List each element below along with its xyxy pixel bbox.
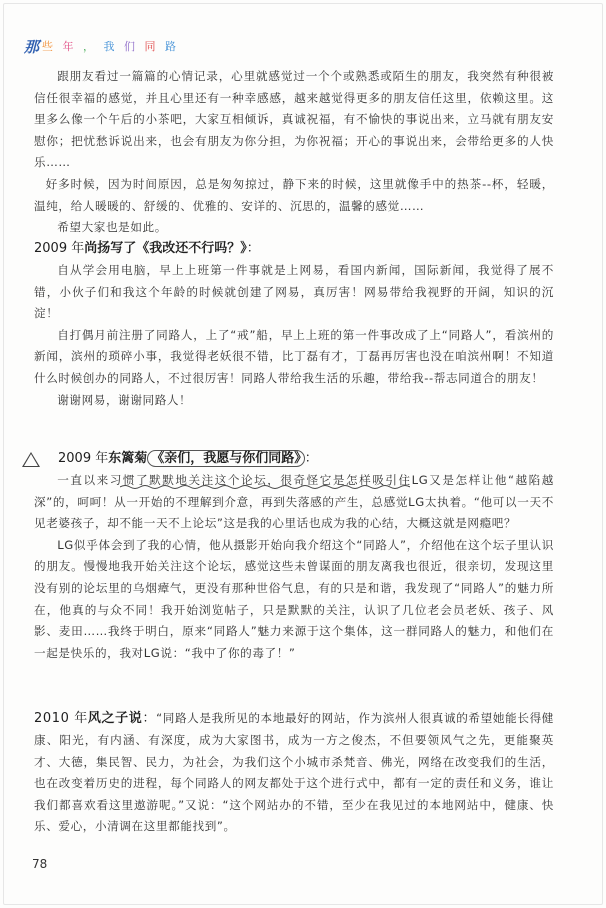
section-2009-dongliju bbox=[34, 448, 554, 664]
section-paragraph bbox=[34, 708, 554, 838]
section-year: 2010 年 bbox=[34, 711, 88, 726]
section-paragraph: 自从学会用电脑，早上上班第一件事就是上网易，看国内新闻，国际新闻，我觉得了展不错，小伙子们和我这个年龄的时候就创建了网易，真厉害！网易带给我视野的开阔，知识的沉淀！ bbox=[34, 263, 554, 321]
header-title bbox=[42, 38, 179, 54]
intro-paragraph: 希望大家也是如此。 bbox=[57, 220, 167, 235]
header-title-char: 们 bbox=[124, 40, 139, 53]
section-title: 《我改还不行吗？》 bbox=[136, 241, 247, 256]
intro-block bbox=[34, 66, 554, 239]
section-paragraph: 谢谢网易，谢谢同路人！ bbox=[57, 392, 192, 407]
header-title-char: 些 bbox=[42, 40, 57, 53]
section-author: 东篱菊 bbox=[108, 451, 148, 466]
section-2010-fengzhizi bbox=[34, 708, 554, 838]
section-2009-shangyang bbox=[34, 238, 554, 411]
section-paragraph: 自打偶月前注册了同路人，上了“戒”船，早上上班的第一件事改成了上“同路人”，看滨州的新闻，滨州的琐碎小事，我觉得老妖很不错，比丁磊有才，丁磊再厉害也没在咱滨州啊！不知道什么时候创办的同路人，不过很厉害！同路人带给我生活的乐趣，带给我--帮志同道合的朋友！ bbox=[34, 327, 554, 385]
section-heading bbox=[34, 238, 554, 260]
section-colon: ： bbox=[142, 711, 157, 726]
section-paragraph: LG似乎体会到了我的心情，他从摄影开始向我介绍这个“同路人”，介绍他在这个坛子里认识的朋友。慢慢地我开始关注这个论坛，感觉这些未曾谋面的朋友离我也很近，很亲切，发现这里没有别的论坛里的乌烟瘴气，更没有那种世俗气息，有的只是和谐，我发现了“同路人”的魅力所在，他真的与众不同！我开始浏览帖子，只是默默的关注，认识了几位老会员老妖、孩子、风影、麦田……我终于明白，原来“同路人”魅力来源于这个集体，这一群同路人的魅力，和他们在一起是快乐的，我对LG说：“我中了你的毒了！” bbox=[34, 537, 554, 660]
header-title-char: ， bbox=[83, 40, 98, 53]
section-colon: ： bbox=[246, 241, 260, 256]
page-header bbox=[24, 36, 179, 56]
header-logo: 那 bbox=[24, 37, 39, 56]
section-year: 2009 年 bbox=[34, 241, 85, 256]
section-year: 2009 年 bbox=[58, 451, 109, 466]
intro-paragraph: 好多时候，因为时间原因，总是匆匆掠过，静下来的时候，这里就像手中的热茶--杯，轻暖，温纯，给人暖暖的、舒缓的、优雅的、安详的、沉思的，温馨的感觉…… bbox=[34, 176, 554, 213]
section-heading bbox=[34, 711, 156, 726]
page-number: 78 bbox=[32, 857, 48, 871]
header-title-char: 同 bbox=[144, 40, 159, 53]
section-heading bbox=[58, 448, 554, 470]
header-title-char: 我 bbox=[103, 40, 118, 53]
section-title: 《亲们，我愿与你们同路》 bbox=[147, 450, 305, 467]
section-author: 风之子说 bbox=[87, 711, 143, 726]
header-title-char: 路 bbox=[165, 40, 180, 53]
section-author: 尚扬写了 bbox=[84, 241, 137, 256]
section-colon: ： bbox=[304, 451, 318, 466]
section-paragraph-text: “同路人是我所见的本地最好的网站，作为滨州人很真诚的希望她能长得健康、阳光，有内涵、有深度，成为大家图书，成为一方之俊杰，不但要领风气之先，更能聚英才、大德，集民智、民力，为社会，为我们这个小城市杀梵音、佛光，网络在改变我们的生活，也在改变着历史的进程，每个同路人的网友都处于这个进行式中，都有一定的责任和义务，谁让我们都喜欢看这里遨游呢。”又说：“这个网站办的不错，至少在我见过的本地网站中，健康、快乐、爱心，小清调在这里都能找到”。 bbox=[34, 711, 554, 834]
wavy-underline-mark bbox=[120, 484, 410, 490]
intro-paragraph: 跟朋友看过一篇篇的心情记录，心里就感觉过一个个或熟悉或陌生的朋友，我突然有种很被信任很幸福的感觉，并且心里还有一种幸感感，越来越觉得更多的朋友信任这里，依赖这里。这里多么像一个午后的小茶吧，大家互相倾诉，真诚祝福，有不愉快的事说出来，立马就有朋友安慰你；把忧愁诉说出来，也会有朋友为你分担，为你祝福；开心的事说出来，会带给更多的人快乐…… bbox=[34, 69, 554, 170]
section-paragraph: 一直以来习惯了默默地关注这个论坛，很奇怪它是怎样吸引住LG又是怎样让他“越陷越深”的，呵呵！从一开始的不理解到介意，再到失落感的产生，总感觉LG太执着。“他可以一天不见老婆孩子，却不能一天不上论坛”这是我的心里话也成为我的心结，大概这就是网瘾吧？ bbox=[34, 473, 554, 531]
header-title-char: 年 bbox=[62, 40, 77, 53]
